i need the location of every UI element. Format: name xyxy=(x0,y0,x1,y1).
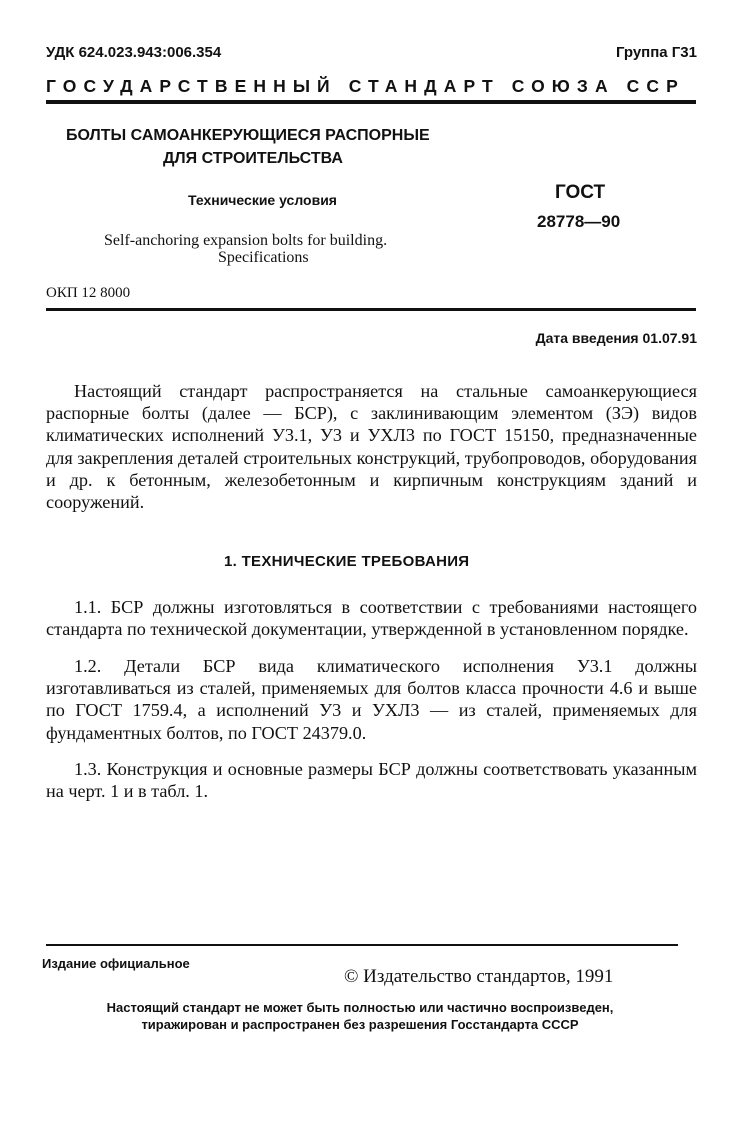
official-edition: Издание официальное xyxy=(42,956,190,971)
gost-number: 28778—90 xyxy=(537,212,621,231)
subtitle: Технические условия xyxy=(188,192,337,208)
section-title: 1. ТЕХНИЧЕСКИЕ ТРЕБОВАНИЯ xyxy=(224,553,470,570)
paragraph-1-3: 1.3. Конструкция и основные размеры БСР должны соответствовать указанным на черт. 1 и в табл. 1. xyxy=(46,759,697,802)
paragraph-1-2: 1.2. Детали БСР вида климатического исполнения У3.1 должны изготавливаться из сталей, применяемых для болтов класса прочности 4.6 и выше по ГОСТ 1759.4, а исполнений У3 и УХЛ3 — из сталей, применяемых для фундаментных болтов, по ГОСТ 24379.0. xyxy=(46,656,697,743)
title-divider xyxy=(46,308,696,311)
header-divider xyxy=(46,100,696,104)
reproduction-notice xyxy=(40,999,680,1033)
paragraph-1-1: 1.1. БСР должны изготовляться в соответствии с требованиями настоящего стандарта по технической документации, утвержденной в установленном порядке. xyxy=(46,597,697,640)
date-introduced: Дата введения 01.07.91 xyxy=(535,330,697,346)
gost-label: ГОСТ xyxy=(555,182,606,203)
notice-line-1: Настоящий стандарт не может быть полностью или частично воспроизведен, xyxy=(106,1000,614,1015)
group-code: Группа Г31 xyxy=(615,44,697,61)
copyright-notice: © Издательство стандартов, 1991 xyxy=(344,966,614,987)
english-title-line-2: Specifications xyxy=(218,249,309,266)
footer-divider xyxy=(46,944,678,946)
state-standard-heading: ГОСУДАРСТВЕННЫЙ СТАНДАРТ СОЮЗА ССР xyxy=(46,76,685,96)
okp-code: ОКП 12 8000 xyxy=(46,285,131,301)
title-line-1: БОЛТЫ САМОАНКЕРУЮЩИЕСЯ РАСПОРНЫЕ xyxy=(66,127,430,144)
title-line-2: ДЛЯ СТРОИТЕЛЬСТВА xyxy=(163,150,343,167)
intro-paragraph: Настоящий стандарт распространяется на стальные самоанкерующиеся распорные болты (далее — БСР), с заклинивающим элементом (ЗЭ) видов климатических исполнений У3.1, У3 и УХЛ3 по ГОСТ 15150, предназначенные для закрепления деталей строительных конструкций, трубопроводов, оборудования и др. к бетонным, железобетонным и кирпичным конструкциям зданий и сооружений. xyxy=(46,381,697,513)
udk-code: УДК 624.023.943:006.354 xyxy=(46,44,222,61)
notice-line-2: тиражирован и распространен без разрешения Госстандарта СССР xyxy=(141,1017,579,1032)
english-title-line-1: Self-anchoring expansion bolts for building. xyxy=(104,232,388,249)
